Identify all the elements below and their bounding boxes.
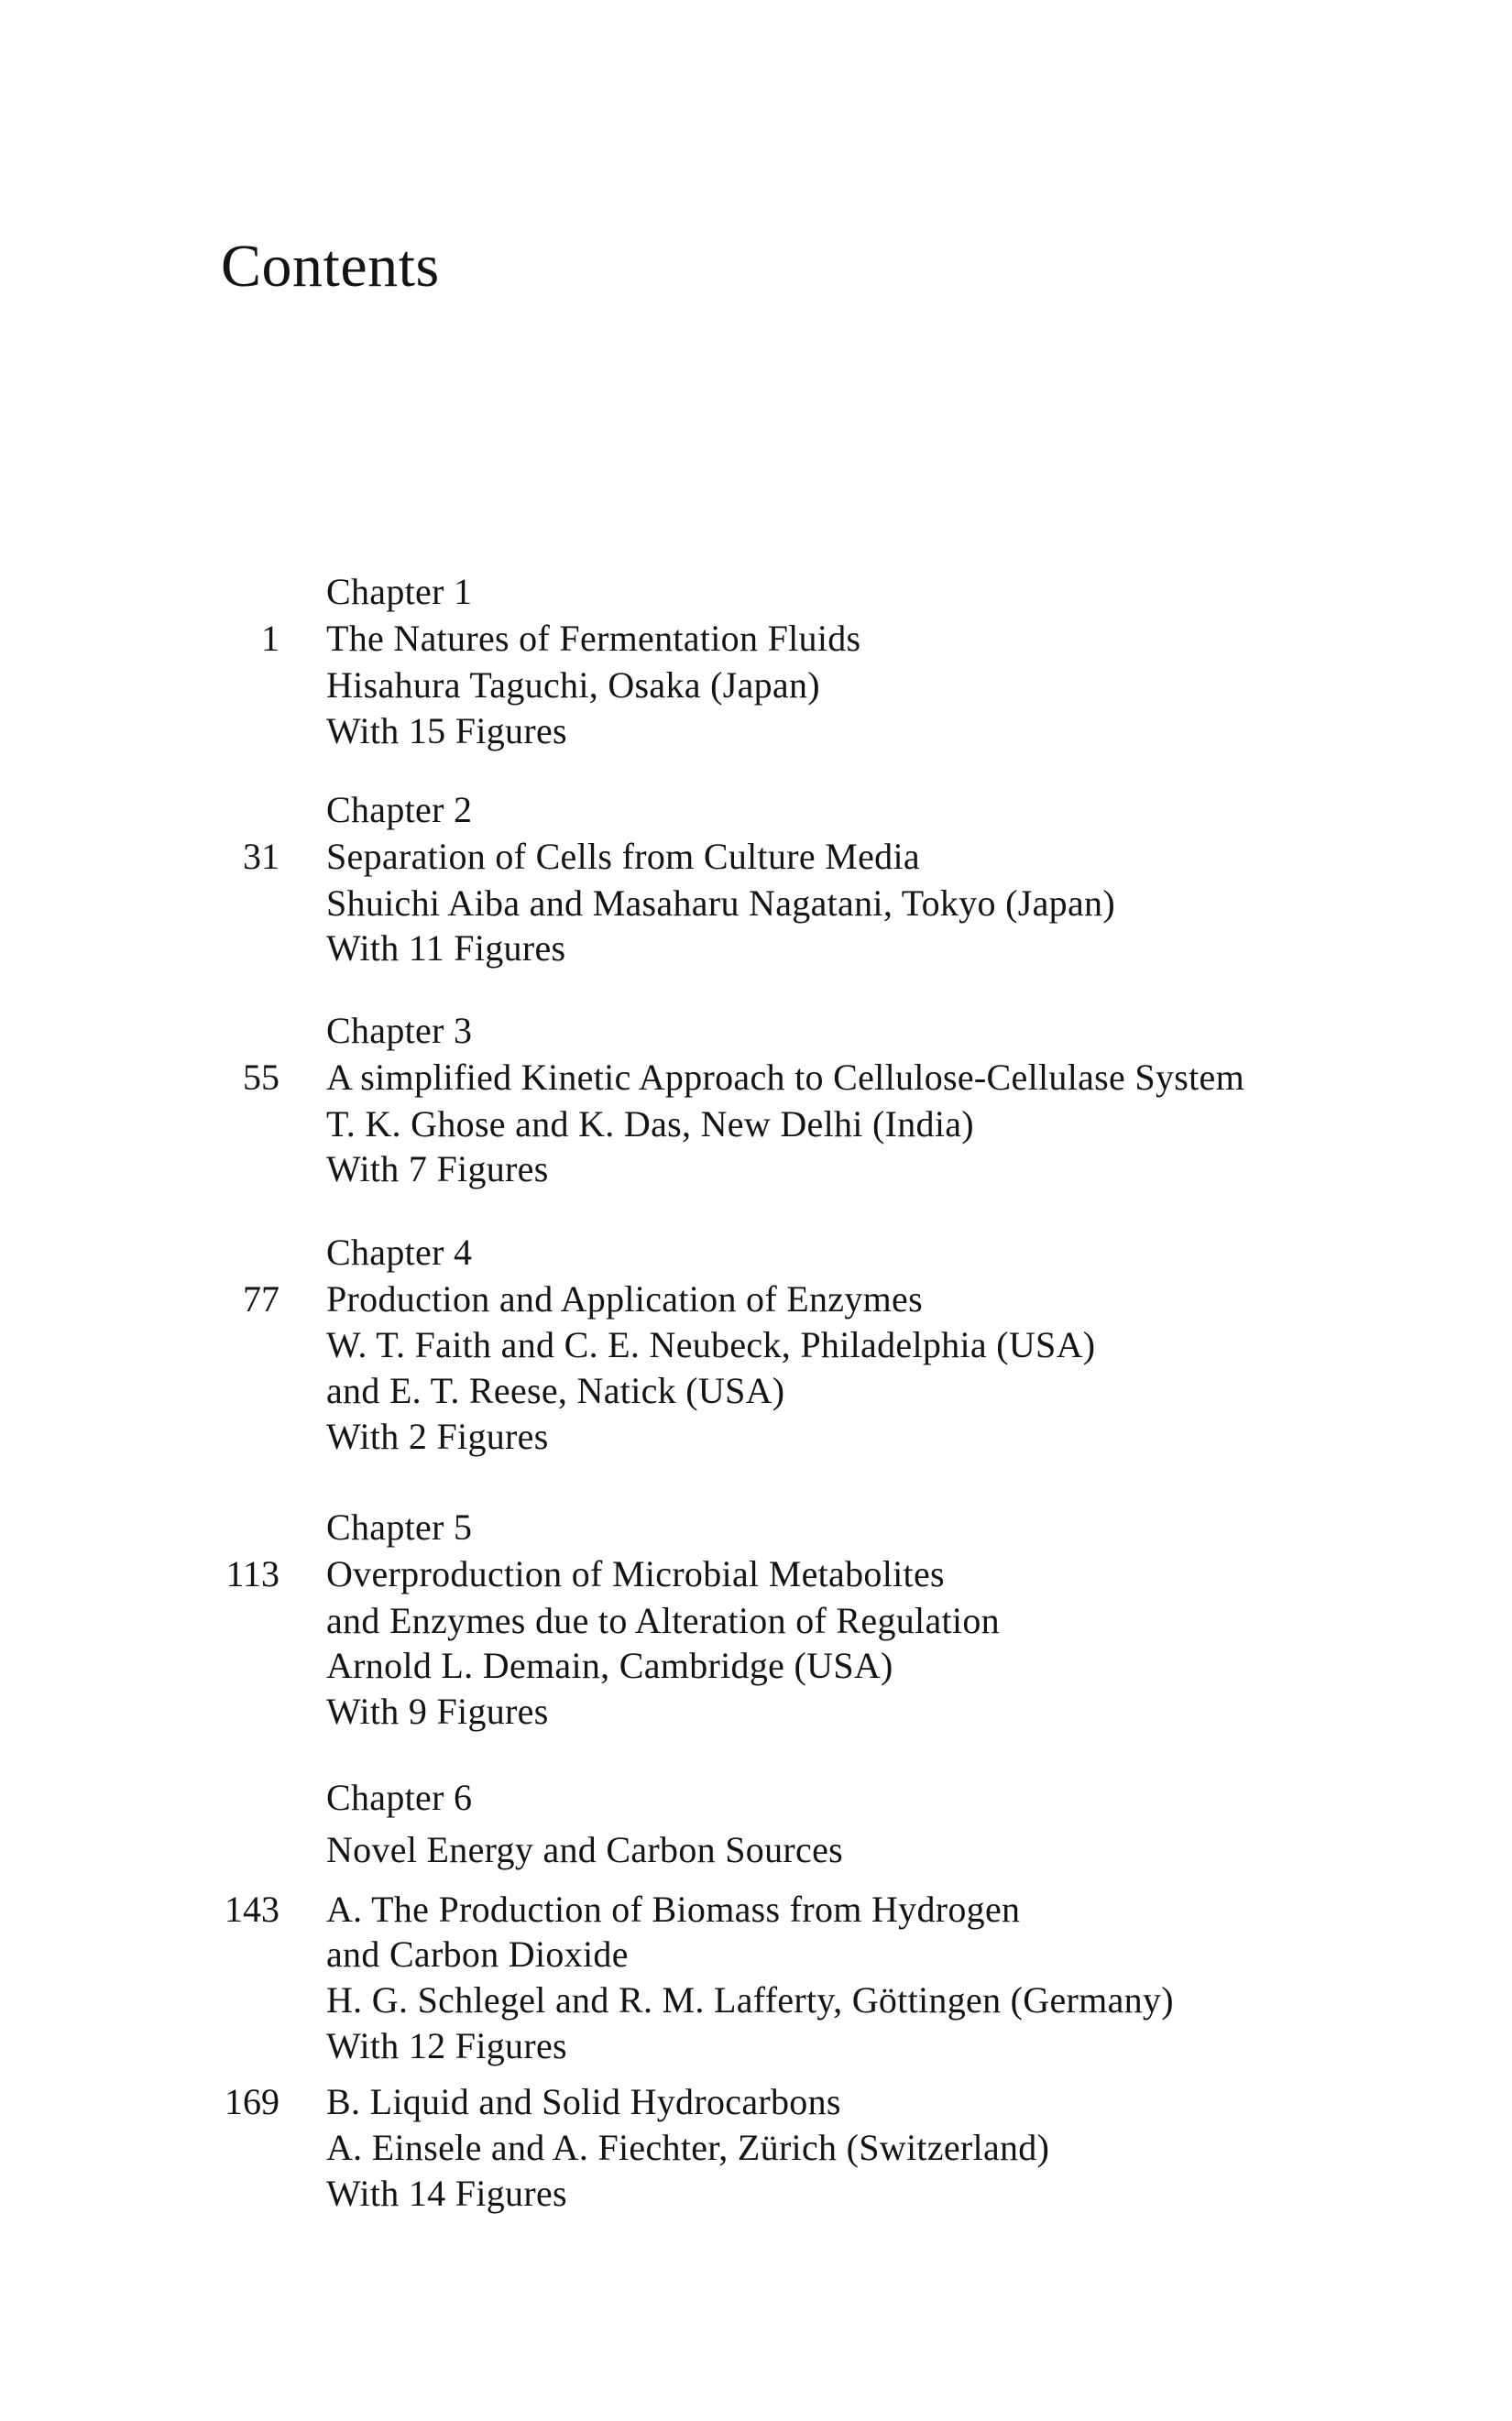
chapter-label: Chapter 3 [326, 1010, 473, 1051]
section-title: B. Liquid and Solid Hydrocarbons [326, 2081, 841, 2122]
section-authors: H. G. Schlegel and R. M. Lafferty, Göttingen (Germany) [326, 1979, 1174, 2021]
chapter-authors: Arnold L. Demain, Cambridge (USA) [326, 1645, 893, 1686]
chapter-figures: With 15 Figures [326, 710, 567, 751]
page-title: Contents [221, 233, 440, 300]
chapter-authors-continued: and E. T. Reese, Natick (USA) [326, 1370, 785, 1411]
section-title: A. The Production of Biomass from Hydrogen [326, 1889, 1021, 1930]
chapter-title: Novel Energy and Carbon Sources [326, 1829, 843, 1870]
page-number: 169 [225, 2081, 279, 2122]
page-number: 31 [243, 836, 279, 877]
chapter-label: Chapter 1 [326, 571, 473, 612]
chapter-title: Overproduction of Microbial Metabolites [326, 1553, 945, 1594]
chapter-title: The Natures of Fermentation Fluids [326, 618, 861, 659]
chapter-title: Production and Application of Enzymes [326, 1278, 923, 1320]
chapter-authors: W. T. Faith and C. E. Neubeck, Philadelphia (USA) [326, 1324, 1096, 1365]
chapter-authors: Hisahura Taguchi, Osaka (Japan) [326, 664, 820, 706]
page-number: 77 [243, 1278, 279, 1320]
chapter-figures: With 2 Figures [326, 1416, 549, 1457]
page-number: 1 [261, 618, 279, 659]
chapter-label: Chapter 4 [326, 1232, 473, 1273]
section-figures: With 12 Figures [326, 2025, 567, 2066]
section-authors: A. Einsele and A. Fiechter, Zürich (Switzerland) [326, 2127, 1050, 2168]
chapter-authors: T. K. Ghose and K. Das, New Delhi (India) [326, 1103, 974, 1145]
chapter-title-continued: and Enzymes due to Alteration of Regulation [326, 1600, 1000, 1641]
section-title-continued: and Carbon Dioxide [326, 1934, 629, 1975]
chapter-label: Chapter 5 [326, 1506, 473, 1548]
chapter-authors: Shuichi Aiba and Masaharu Nagatani, Tokyo (Japan) [326, 882, 1115, 924]
page-number: 113 [225, 1553, 279, 1594]
section-figures: With 14 Figures [326, 2173, 567, 2214]
chapter-label: Chapter 6 [326, 1777, 473, 1818]
chapter-label: Chapter 2 [326, 789, 473, 830]
chapter-figures: With 9 Figures [326, 1691, 549, 1732]
chapter-title: Separation of Cells from Culture Media [326, 836, 920, 877]
chapter-figures: With 7 Figures [326, 1148, 549, 1189]
page-number: 55 [243, 1057, 279, 1098]
chapter-title: A simplified Kinetic Approach to Cellulose-Cellulase System [326, 1057, 1244, 1098]
page-number: 143 [225, 1889, 279, 1930]
chapter-figures: With 11 Figures [326, 927, 566, 969]
